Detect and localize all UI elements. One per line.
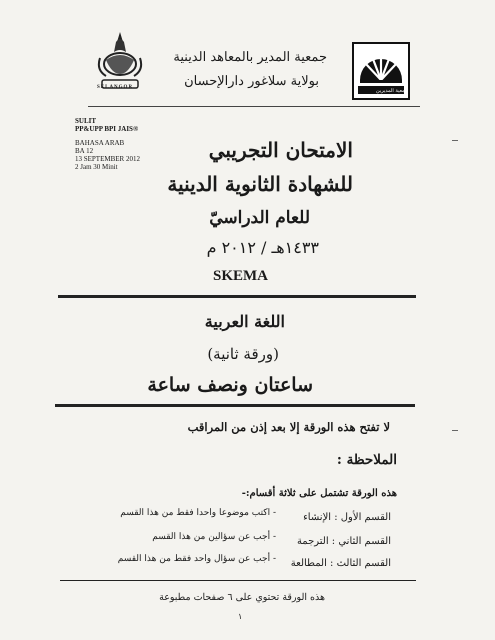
skema-label: SKEMA xyxy=(213,268,269,284)
sections-intro: هذه الورقة تشتمل على ثلاثة أقسام:- xyxy=(241,488,397,499)
page-mark: ١ xyxy=(238,612,243,621)
header-divider xyxy=(88,106,420,107)
paper-divider xyxy=(55,404,415,407)
scan-mark xyxy=(452,140,458,141)
crest-label: SELANGOR xyxy=(97,85,134,90)
paper-part: (ورقة ثانية) xyxy=(207,345,279,363)
exam-date: 13 SEPTEMBER 2012 xyxy=(75,155,140,163)
pages-note: هذه الورقة تحتوي على ٦ صفحات مطبوعة xyxy=(159,592,325,603)
logo-caption: جمعية المديرين xyxy=(376,88,408,94)
paper-subject: اللغة العربية xyxy=(204,312,285,331)
scan-mark xyxy=(452,430,458,431)
org-name-line2: بولاية سلاغور دارالإحسان xyxy=(184,74,319,89)
section-3-name: القسم الثالث : المطالعة xyxy=(290,558,391,569)
org-name-line1: جمعية المدير بالمعاهد الدينية xyxy=(173,50,327,65)
paper-number: BA 12 xyxy=(75,147,94,155)
classification: SULIT xyxy=(75,117,97,125)
title-divider xyxy=(58,295,416,298)
note-heading: الملاحظة : xyxy=(336,452,397,468)
paper-time: ساعتان ونصف ساعة xyxy=(147,374,313,396)
paper-code: PP&UPP BPI JAIS® xyxy=(75,125,139,133)
section-2-task: - أجب عن سؤالين من هذا القسم xyxy=(152,532,276,542)
certificate-title: للشهادة الثانوية الدينية xyxy=(167,172,353,196)
section-1-name: القسم الأول : الإنشاء xyxy=(303,512,391,523)
subject-code: BAHASA ARAB xyxy=(75,139,125,147)
exam-title: الامتحان التجريبي xyxy=(208,138,353,162)
section-1-task: - اكتب موضوعا واحدا فقط من هذا القسم xyxy=(120,508,276,518)
footer-divider xyxy=(60,580,416,581)
academic-year-label: للعام الدراسيّ xyxy=(209,208,310,228)
academic-year: ١٤٣٣هـ / ٢٠١٢ م xyxy=(206,238,319,257)
exam-duration: 2 Jam 30 Minit xyxy=(75,163,118,171)
section-2-name: القسم الثاني : الترجمة xyxy=(296,536,391,547)
section-3-task: - أجب عن سؤال واحد فقط من هذا القسم xyxy=(117,554,276,564)
open-warning: لا تفتح هذه الورقة إلا بعد إذن من المراقب xyxy=(187,420,390,434)
